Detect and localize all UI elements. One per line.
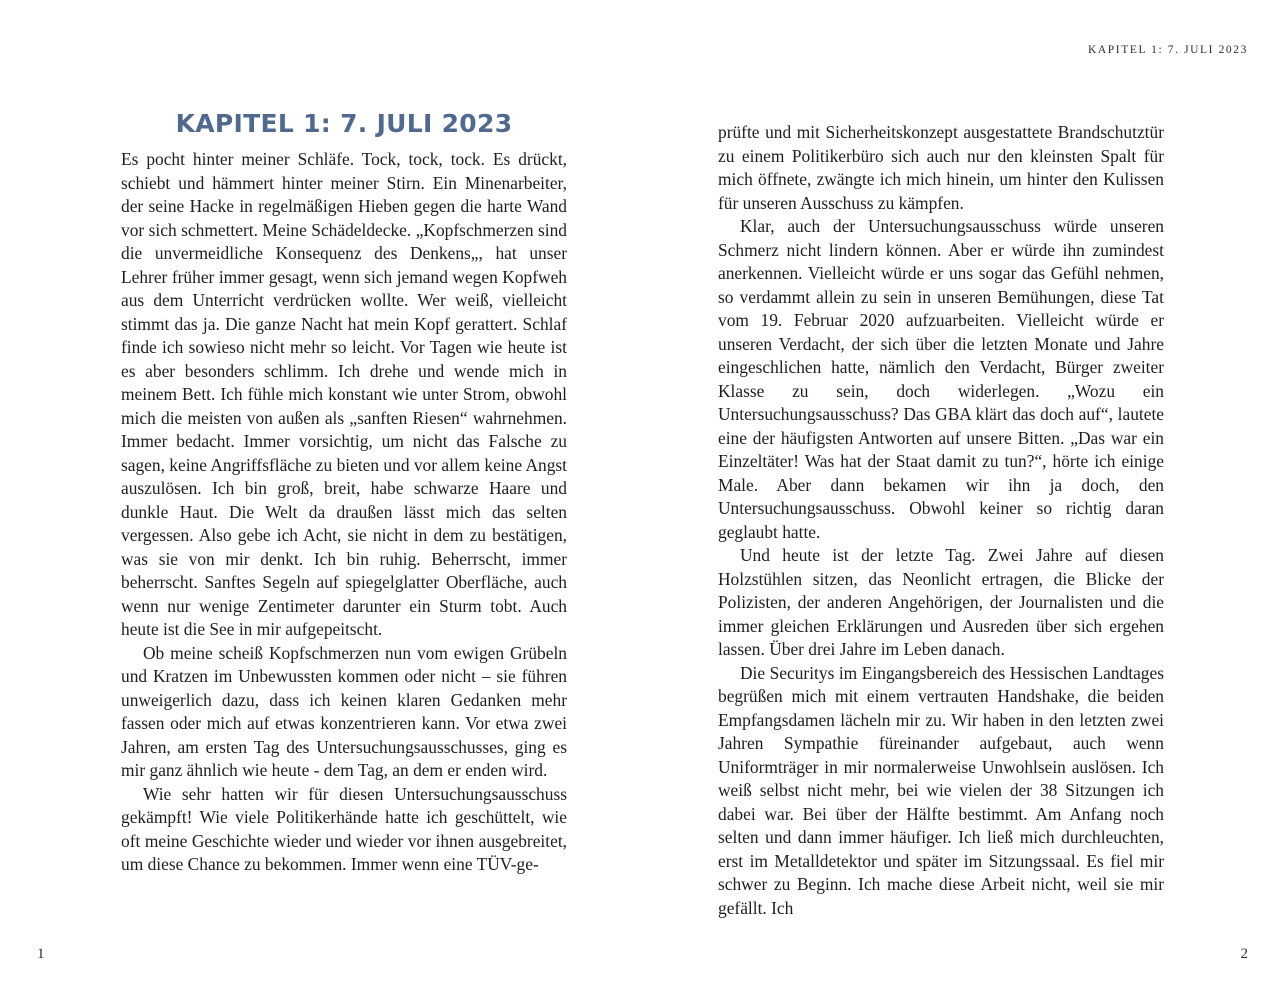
paragraph: Ob meine scheiß Kopfschmerzen nun vom ewigen Grübeln und Kratzen im Unbewussten kommen oder nicht – sie führen unweigerlich dazu, dass ich keinen klaren Gedanken mehr fassen oder mich auf etwas konzentrieren kann. Vor etwa zwei Jahren, am ersten Tag des Untersuchungsausschusses, ging es mir ganz ähnlich wie heute - dem Tag, an dem er enden wird. <box>121 642 567 780</box>
page-number-left: 1 <box>37 946 45 962</box>
paragraph: Die Securitys im Eingangsbereich des Hessischen Landtages begrüßen mich mit einem vertrauten Handshake, die beiden Empfangsdamen lächeln mir zu. Wir haben in den letzten zwei Jahren Sympathie füreinander aufgebaut, auch wenn Uniformträger in mir normalerweise Unwohlsein auslösen. Ich weiß selbst nicht mehr, bei wie vielen der 38 Sitzungen ich dabei war. Bei über der Hälfte bestimmt. Am Anfang noch selten und dann immer häufiger. Ich ließ mich durchleuchten, erst im Metalldetektor und später im Sitzungssaal. Es fiel mir schwer zu Beginn. Ich mache diese Arbeit nicht, weil sie mir gefällt. Ich <box>718 662 1164 918</box>
page-number-right: 2 <box>1240 946 1248 962</box>
paragraph: Und heute ist der letzte Tag. Zwei Jahre auf diesen Holzstühlen sitzen, das Neonlicht ertragen, die Blicke der Polizisten, der anderen Angehörigen, der Journalisten und die immer gleichen Erklärungen und Ausreden über sich ergehen lassen. Über drei Jahre im Leben danach. <box>718 545 1164 659</box>
left-page-body <box>121 148 567 877</box>
paragraph: Wie sehr hatten wir für diesen Untersuchungsausschuss gekämpft! Wie viele Politikerhände hatte ich geschüttelt, wie oft meine Geschichte wieder und wieder vor ihnen ausgebreitet, um diese Chance zu bekommen. Immer wenn eine TÜV-ge- <box>121 783 567 874</box>
right-page-column <box>718 121 1164 920</box>
paragraph: prüfte und mit Sicherheitskonzept ausgestattete Brandschutztür zu einem Politikerbüro sich auch nur den kleinsten Spalt für mich öffnete, zwängte ich mich hinein, um hinter den Kulissen für unseren Ausschuss zu kämpfen. <box>718 122 1164 213</box>
paragraph: Klar, auch der Untersuchungsausschuss würde unseren Schmerz nicht lindern können. Aber er würde ihn zumindest anerkennen. Vielleicht würde er uns sogar das Gefühl nehmen, so verdammt allein zu sein in unseren Bemühungen, diese Tat vom 19. Februar 2020 aufzuarbeiten. Vielleicht würde er unseren Verdacht, der sich über die letzten Monate und Jahre eingeschlichen hatte, nämlich den Verdacht, Bürger zweiter Klasse zu sein, doch widerlegen. „Wozu ein Untersuchungsausschuss? Das GBA klärt das doch auf“, lautete eine der häufigsten Antworten auf unsere Bitten. „Das war ein Einzeltäter! Was hat der Staat damit zu tun?“, hörte ich einige Male. Aber dann bekamen wir ihn ja doch, den Untersuchungsausschuss. Obwohl keiner so richtig daran geglaubt hatte. <box>718 216 1164 542</box>
right-page-body <box>718 121 1164 920</box>
chapter-title: KAPITEL 1: 7. JULI 2023 <box>175 109 513 138</box>
running-head: KAPITEL 1: 7. JULI 2023 <box>1088 44 1248 56</box>
left-page-column <box>121 108 567 877</box>
paragraph: Es pocht hinter meiner Schläfe. Tock, tock, tock. Es drückt, schiebt und hämmert hinter meiner Stirn. Ein Minenarbeiter, der seine Hacke in regelmäßigen Hieben gegen die harte Wand vor sich schmettert. Meine Schädeldecke. „Kopfschmerzen sind die unvermeidliche Konsequenz des Denkens„, hat unser Lehrer früher immer gesagt, wenn sich jemand wegen Kopfweh aus dem Unterricht verdrücken wollte. Wer weiß, vielleicht stimmt das ja. Die ganze Nacht hat mein Kopf gerattert. Schlaf finde ich sowieso nicht mehr so leicht. Vor Tagen wie heute ist es aber besonders schlimm. Ich drehe und wende mich in meinem Bett. Ich fühle mich konstant wie unter Strom, obwohl mich die meisten von außen als „sanften Riesen“ wahrnehmen. Immer bedacht. Immer vorsichtig, um nicht das Falsche zu sagen, keine Angriffsfläche zu bieten und vor allem keine Angst auszulösen. Ich bin groß, breit, habe schwarze Haare und dunkle Haut. Die Welt da draußen lässt mich das selten vergessen. Also gebe ich Acht, sie nicht in dem zu bestätigen, was sie von mir denkt. Ich bin ruhig. Beherrscht, immer beherrscht. Sanftes Segeln auf spiegelglatter Oberfläche, auch wenn nur wenige Zentimeter darunter ein Sturm tobt. Auch heute ist die See in mir aufgepeitscht. <box>121 149 567 639</box>
